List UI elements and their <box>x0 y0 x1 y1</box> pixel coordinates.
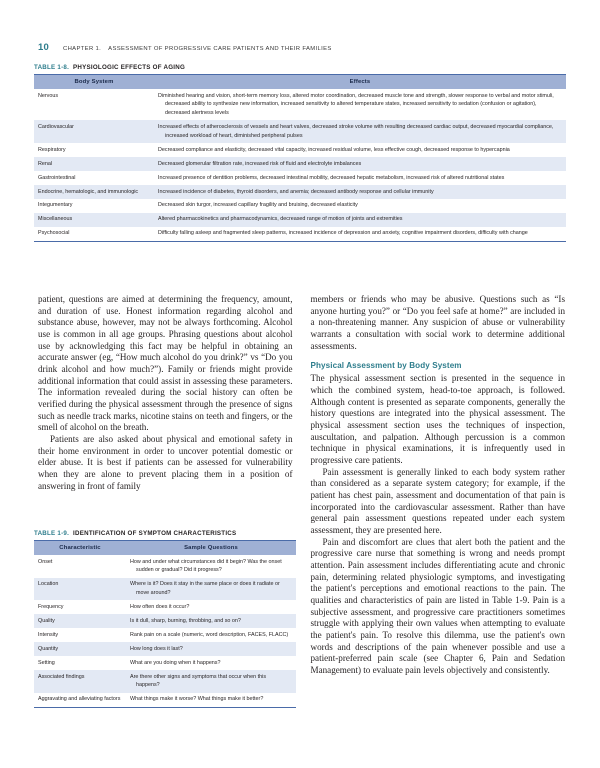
cell-system: Endocrine, hematologic, and immunologic <box>38 188 139 195</box>
table-row <box>34 185 566 199</box>
left-paragraph-1: patient, questions are aimed at determining the frequency, amount, and duration of use. Honest information regarding alcohol and substance abuse, however, may not be always forthcoming. Alcohol use is common in all age groups. Phrasing questions about alcohol use by acknowledging this fact may be helpful in obtaining an accurate answer (eg, “How much alcohol do you drink?” vs “Do you drink alcohol and how much?”). Family or friends might provide additional information that could assist in assessing these parameters. The information revealed during the social history can often be verified during the physical assessment through the presence of signs such as needle track marks, nicotine stains on teeth and fingers, or the smell of alcohol on the breath. <box>38 294 293 433</box>
cell-system: Cardiovascular <box>38 124 74 131</box>
running-head-text <box>63 46 332 52</box>
cell-question: Is it dull, sharp, burning, throbbing, and so on? <box>130 617 241 624</box>
cell-question: How long does it last? <box>130 645 183 652</box>
table-1-9-body <box>34 555 296 707</box>
cell-system: Psychosocial <box>38 230 70 237</box>
table-1-9-caption-title: IDENTIFICATION OF SYMPTOM CHARACTERISTICS <box>73 530 237 537</box>
table-1-8-body <box>34 89 566 241</box>
cell-effects: Diminished hearing and vision, short-term memory loss, altered motor coordination, decreased muscle tone and strength, slower response to verbal and motor stimuli, decreased ability to synthesize new information, increased sensitivity to altered temperature states, increased sensitivity to sedation (confusion or agitation), decreased alertness levels <box>158 92 554 117</box>
cell-effects: Increased presence of dentition problems, decreased intestinal mobility, decreased hepatic metabolism, increased risk of altered nutritional states <box>158 174 505 181</box>
table-1-9-caption-label: TABLE 1-9. <box>34 530 70 537</box>
cell-system: Gastrointestinal <box>38 174 76 181</box>
cell-system: Renal <box>38 160 53 167</box>
table-row <box>34 213 566 227</box>
right-column <box>311 294 566 677</box>
table-row <box>34 143 566 157</box>
cell-question: How and under what circumstances did it begin? Was the onset sudden or gradual? Did it progress? <box>130 558 282 574</box>
table-row <box>34 157 566 171</box>
cell-system: Integumentary <box>38 202 73 209</box>
table-row <box>34 171 566 185</box>
table-row <box>34 555 296 578</box>
cell-characteristic: Quantity <box>38 645 59 652</box>
table-1-9 <box>34 540 296 708</box>
table-1-9-col-sample-questions: Sample Questions <box>126 541 296 556</box>
table-row <box>34 120 566 143</box>
cell-characteristic: Associated findings <box>38 673 85 680</box>
table-row <box>34 693 296 707</box>
cell-effects: Decreased skin turgor, increased capillary fragility and bruising, decreased elasticity <box>158 202 358 209</box>
table-row <box>34 670 296 693</box>
cell-characteristic: Aggravating and alleviating factors <box>38 696 121 703</box>
cell-question: What are you doing when it happens? <box>130 659 221 666</box>
chapter-label: CHAPTER 1. <box>62 46 102 52</box>
cell-characteristic: Setting <box>38 659 55 666</box>
section-heading-physical-assessment: Physical Assessment by Body System <box>310 361 462 371</box>
cell-characteristic: Onset <box>38 558 53 565</box>
running-head <box>38 42 562 54</box>
cell-effects: Increased effects of atherosclerosis of vessels and heart valves, decreased stroke volume with resulting decreased cardiac output, decreased myocardial compliance, increased workload of heart, diminished peripheral pulses <box>158 124 554 139</box>
cell-question: Rank pain on a scale (numeric, word description, FACES, FLACC) <box>130 631 289 638</box>
table-1-9-block <box>34 530 296 708</box>
right-paragraph-3: Pain assessment is generally linked to each body system rather than considered as a separate system category; for example, if the patient has chest pain, assessment and documentation of that pain is incorporated into the cardiovascular assessment. Rather than have general pain assessment questions repeated under each system assessment, they are presented here. <box>310 466 565 536</box>
cell-question: What things make it worse? What things make it better? <box>130 696 264 703</box>
cell-question: Are there other signs and symptoms that occur when this happens? <box>130 673 267 689</box>
table-1-8-caption-title: PHYSIOLOGIC EFFECTS OF AGING <box>73 64 186 71</box>
table-1-8 <box>34 74 566 242</box>
table-row <box>34 642 296 656</box>
cell-effects: Difficulty falling asleep and fragmented sleep patterns, increased incidence of depression and anxiety, cognitive impairment disorders, difficulty with change <box>158 230 528 237</box>
cell-system: Nervous <box>38 92 59 99</box>
page-number: 10 <box>38 42 49 53</box>
cell-question: Where is it? Does it stay in the same place or does it radiate or move around? <box>130 581 280 597</box>
cell-system: Miscellaneous <box>38 216 73 223</box>
table-row <box>34 656 296 670</box>
chapter-title: ASSESSMENT OF PROGRESSIVE CARE PATIENTS AND THEIR FAMILIES <box>108 46 332 52</box>
cell-characteristic: Location <box>38 581 59 588</box>
right-paragraph-2: The physical assessment section is presented in the sequence in which the combined system, head-to-toe approach, is followed. Although content is presented as separate components, generally the history questions are integrated into the physical assessment. The physical assessment section uses the techniques of inspection, auscultation, and palpation. Although percussion is a common technique in physical examinations, it is infrequently used in progressive care patients. <box>310 373 565 466</box>
table-1-8-block <box>34 64 566 242</box>
cell-characteristic: Intensity <box>38 631 59 638</box>
left-paragraph-2: Patients are also asked about physical and emotional safety in their home environment in order to uncover potential domestic or elder abuse. It is best if patients can be assessed for vulnerability when they are alone to prevent placing them in a position of answering in front of family <box>38 434 293 491</box>
cell-effects: Decreased glomerular filtration rate, increased risk of fluid and electrolyte imbalances <box>158 160 362 167</box>
table-1-8-caption-label: TABLE 1-8. <box>34 64 70 71</box>
table-1-8-header-row <box>34 75 566 90</box>
table-1-9-header-row <box>34 541 296 556</box>
table-1-8-caption <box>34 64 566 71</box>
cell-characteristic: Frequency <box>38 603 64 610</box>
table-row <box>34 227 566 241</box>
cell-characteristic: Quality <box>38 617 55 624</box>
cell-question: How often does it occur? <box>130 603 190 610</box>
cell-effects: Increased incidence of diabetes, thyroid disorders, and anemia; decreased antibody response and cellular immunity <box>158 188 434 195</box>
cell-effects: Decreased compliance and elasticity, decreased vital capacity, increased residual volume, less effective cough, decreased response to hypercapnia <box>158 146 510 153</box>
table-row <box>34 614 296 628</box>
table-row <box>34 578 296 601</box>
table-1-8-col-effects: Effects <box>154 75 566 90</box>
table-1-8-col-body-system: Body System <box>34 75 154 90</box>
right-paragraph-1: members or friends who may be abusive. Questions such as “Is anyone hurting you?” or “Do you feel safe at home?” are included in a non-threatening manner. Any suspicion of abuse or vulnerability warrants a consultation with social work to determine additional assessments. <box>310 294 565 351</box>
table-row <box>34 89 566 120</box>
right-paragraph-4: Pain and discomfort are clues that alert both the patient and the progressive care nurse that something is wrong and needs prompt attention. Pain assessment includes differentiating acute and chronic pain, determining related physiologic symptoms, and investigating the patient's perceptions and emotional reactions to the pain. The qualities and characteristics of pain are listed in Table 1-9. Pain is a subjective assessment, and progressive care practitioners sometimes struggle with applying their own values when attempting to evaluate the patient's pain. To resolve this dilemma, use the patient's own words and descriptions of the pain whenever possible and use a patient-preferred pain scale (see Chapter 6, Pain and Sedation Management) to evaluate pain levels objectively and consistently. <box>310 536 565 676</box>
table-row <box>34 628 296 642</box>
table-row <box>34 600 296 614</box>
cell-effects: Altered pharmacokinetics and pharmacodynamics, decreased range of motion of joints and extremities <box>158 216 403 223</box>
table-1-9-col-characteristic: Characteristic <box>34 541 126 556</box>
table-1-9-caption <box>34 530 296 537</box>
table-row <box>34 199 566 213</box>
cell-system: Respiratory <box>38 146 66 153</box>
